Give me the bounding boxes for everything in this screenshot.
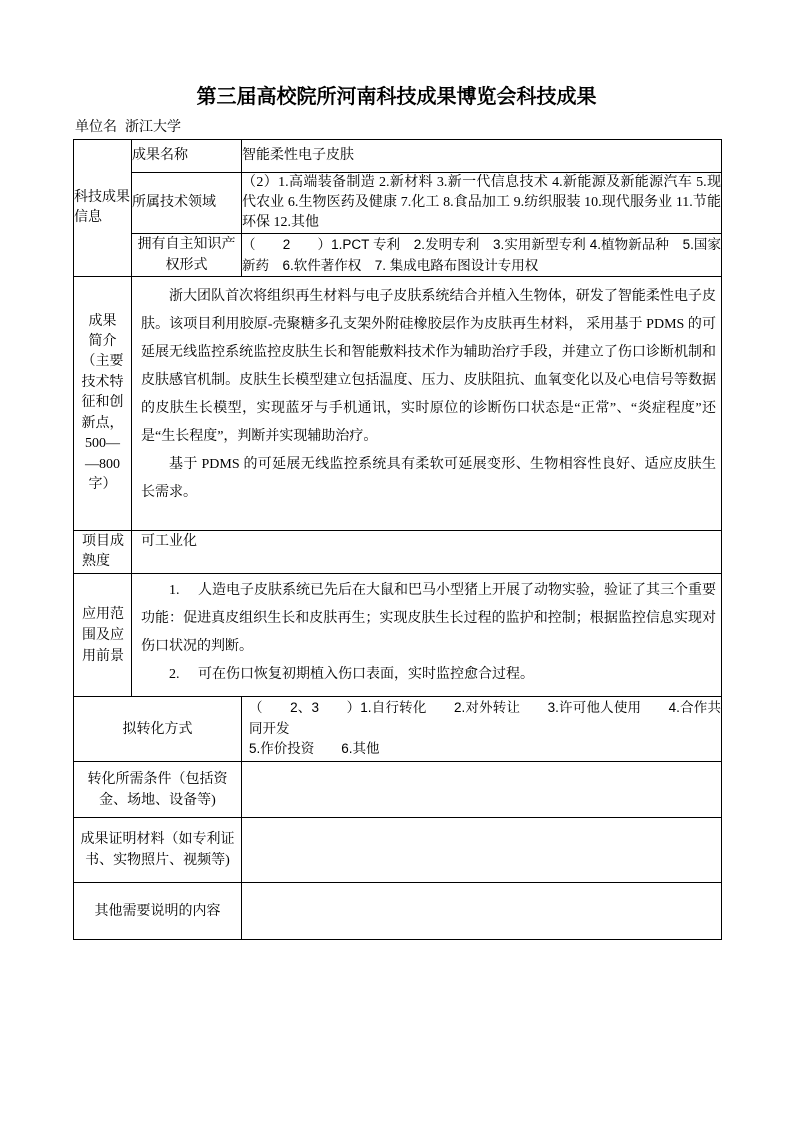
application-item [141, 661, 716, 689]
transfer-method-label: 拟转化方式 [74, 697, 242, 762]
section-label-tech-info: 科技成果信息 [74, 140, 132, 277]
transfer-conditions-label: 转化所需条件（包括资金、场地、设备等) [74, 762, 242, 818]
application-item-text: 可在伤口恢复初期植入伤口表面，实时监控愈合过程。 [198, 667, 534, 682]
achievement-form-table [73, 139, 722, 940]
achievement-name-label: 成果名称 [132, 140, 242, 173]
intro-label-line: 技术特 [81, 374, 124, 390]
row-intro [74, 277, 722, 531]
transfer-method-value [242, 697, 722, 762]
ip-form-label: 拥有自主知识产权形式 [132, 234, 242, 277]
application-item-text: 人造电子皮肤系统已先后在大鼠和巴马小型猪上开展了动物实验，验证了其三个重要功能：促进真皮组织生长和皮肤再生；实现皮肤生长过程的监护和控制；根据监控信息实现对伤口状况的判断。 [141, 583, 716, 654]
application-item-number: 2. [169, 667, 180, 682]
evidence-materials-value [242, 818, 722, 883]
maturity-value: 可工业化 [132, 531, 722, 574]
evidence-materials-label: 成果证明材料（如专利证书、实物照片、视频等) [74, 818, 242, 883]
row-other-notes [74, 883, 722, 940]
intro-content [132, 277, 722, 531]
transfer-conditions-value [242, 762, 722, 818]
intro-label-line: —800 [85, 456, 120, 472]
tech-field-label: 所属技术领域 [132, 173, 242, 234]
application-label: 应用范围及应用前景 [74, 574, 132, 697]
row-transfer-method [74, 697, 722, 762]
tech-field-value: （2）1.高端装备制造 2.新材料 3.新一代信息技术 4.新能源及新能源汽车 5.现代农业 6.生物医药及健康 7.化工 8.食品加工 9.纺织服装 10.现代服务业 11.节能环保 12.其他 [242, 173, 722, 234]
row-ip-form [74, 234, 722, 277]
achievement-name-value: 智能柔性电子皮肤 [242, 140, 722, 173]
other-notes-value [242, 883, 722, 940]
intro-label-line: 成果 [88, 313, 117, 329]
intro-label-line: 字） [88, 476, 117, 492]
other-notes-label: 其他需要说明的内容 [74, 883, 242, 940]
intro-label-line: 新点， [81, 415, 124, 431]
maturity-label: 项目成熟度 [74, 531, 132, 574]
transfer-options-line: （ 2、3 ）1.自行转化 2.对外转让 3.许可他人使用 4.合作共同开发 [249, 700, 721, 736]
transfer-options-line: 5.作价投资 6.其他 [249, 741, 380, 757]
intro-paragraph: 浙大团队首次将组织再生材料与电子皮肤系统结合并植入生物体，研发了智能柔性电子皮肤。该项目利用胶原-壳聚糖多孔支架外附硅橡胶层作为皮肤再生材料， 采用基于 PDMS 的可延展无线监控系统监控皮肤生长和智能敷料技术作为辅助治疗手段，并建立了伤口诊断机制和皮肤感官机制。皮肤生长模型建立包括温度、压力、皮肤阻抗、血氧变化以及心电信号等数据的皮肤生长模型，实现蓝牙与手机通讯，实时原位的诊断伤口状态是“正常”、“炎症程度”还是“生长程度”，判断并实现辅助治疗。 [141, 289, 716, 444]
application-content [132, 574, 722, 697]
document-title: 第三届高校院所河南科技成果博览会科技成果 [196, 86, 597, 108]
intro-label-line: 简介 [88, 334, 117, 350]
unit-label: 单位名 [75, 120, 117, 135]
row-maturity [74, 531, 722, 574]
unit-name: 浙江大学 [125, 120, 181, 135]
row-transfer-conditions [74, 762, 722, 818]
row-tech-field [74, 173, 722, 234]
unit-line [75, 118, 181, 138]
intro-paragraph: 基于 PDMS 的可延展无线监控系统具有柔软可延展变形、生物相容性良好、适应皮肤生长需求。 [141, 457, 716, 500]
intro-label-line: 500— [85, 436, 120, 452]
application-item [141, 577, 716, 661]
intro-label-line: （主要 [81, 354, 124, 370]
intro-label-line: 征和创 [81, 395, 124, 411]
ip-form-value: （ 2 ）1.PCT 专利 2.发明专利 3.实用新型专利 4.植物新品种 5.国家新药 6.软件著作权 7. 集成电路布图设计专用权 [242, 234, 722, 277]
row-evidence-materials [74, 818, 722, 883]
row-application [74, 574, 722, 697]
row-achievement-name [74, 140, 722, 173]
application-item-number: 1. [169, 583, 180, 598]
intro-label [74, 277, 132, 531]
